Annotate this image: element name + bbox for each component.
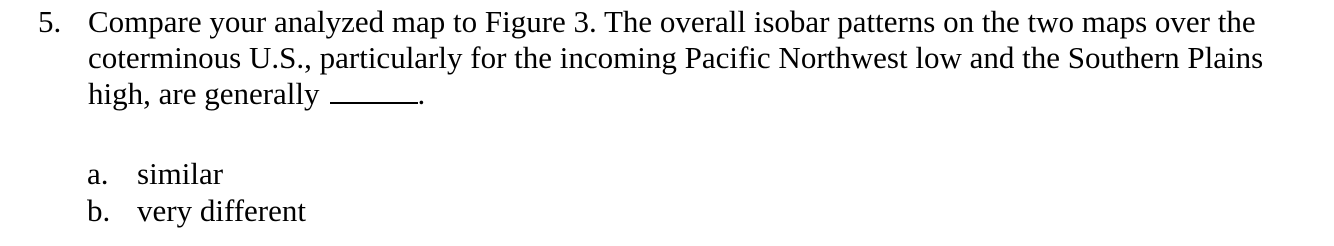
answer-blank bbox=[330, 76, 418, 104]
question-end-punctuation: . bbox=[417, 76, 426, 111]
question-number: 5. bbox=[38, 4, 62, 39]
choice-text: very different bbox=[137, 193, 306, 228]
answer-choices bbox=[87, 155, 306, 229]
choice-b[interactable] bbox=[87, 192, 306, 229]
choice-text: similar bbox=[137, 156, 224, 191]
question-text-block bbox=[88, 4, 1318, 112]
question-text: Compare your analyzed map to Figure 3. The overall isobar patterns on the two maps over the coterminous U.S., particularly for the incoming Pacific Northwest low and the Southern Plains high, are generally bbox=[88, 4, 1264, 111]
choice-letter: a. bbox=[87, 156, 109, 191]
choice-letter: b. bbox=[87, 193, 111, 228]
choice-a[interactable] bbox=[87, 155, 306, 192]
question-block bbox=[38, 4, 1318, 112]
